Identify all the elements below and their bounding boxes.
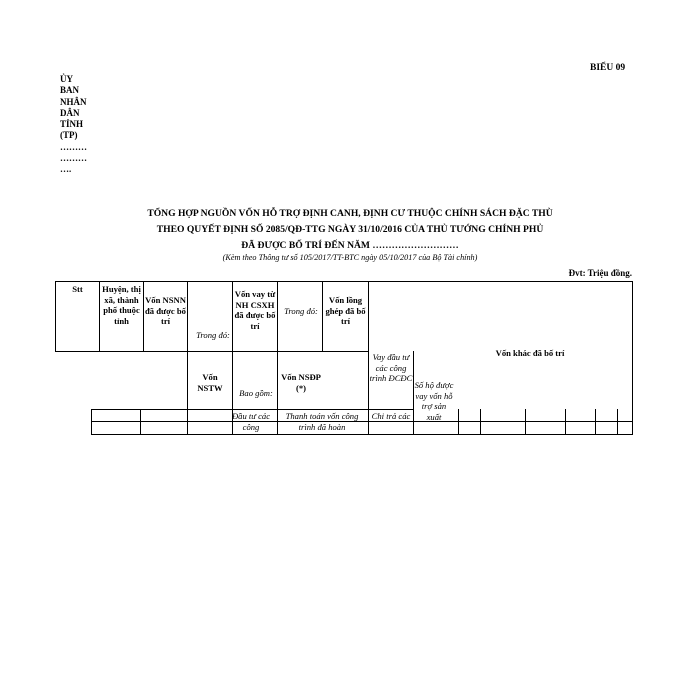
- col-header-nstw: Vốn NSTW: [197, 372, 223, 393]
- table-rule: [187, 281, 188, 434]
- table-rule: [91, 409, 368, 410]
- table-rule: [458, 409, 459, 434]
- table-rule: [617, 409, 618, 434]
- agency-line: ỦY: [60, 74, 73, 84]
- col-header-bao-gom: Bao gồm:: [239, 388, 273, 398]
- col-header-von-khac: Vốn khác đã bố trí: [495, 348, 565, 358]
- col-header-stt: Stt: [72, 284, 83, 294]
- report-title-line-2: THEO QUYẾT ĐỊNH SỐ 2085/QĐ-TTG NGÀY 31/10/2016 CỦA THỦ TƯỚNG CHÍNH PHỦ: [156, 224, 544, 235]
- agency-line: TỈNH: [60, 119, 84, 130]
- col-header-nsdp: Vốn NSĐP (*): [281, 372, 321, 393]
- table-rule: [55, 351, 368, 352]
- table-rule: [480, 409, 481, 434]
- table-rule: [91, 409, 92, 434]
- table-rule: [277, 281, 278, 351]
- col-header-trong-do-1: Trong đó:: [196, 330, 230, 340]
- agency-line: ………: [60, 141, 87, 152]
- report-title-line-1: TỔNG HỢP NGUỒN VỐN HỖ TRỢ ĐỊNH CANH, ĐỊNH CƯ THUỘC CHÍNH SÁCH ĐẶC THÙ: [147, 208, 553, 219]
- col-header-trong-do-2: Trong đó:: [284, 306, 318, 316]
- col-header-nsnn: Vốn NSNN đã được bố trí: [145, 295, 186, 326]
- agency-line: NHÂN: [60, 96, 87, 107]
- agency-line: ………: [60, 153, 87, 164]
- table-rule: [565, 409, 566, 434]
- form-code: BIỂU 09: [590, 63, 626, 73]
- agency-line: DÂN: [60, 107, 80, 118]
- col-header-thanh-toan: Thanh toán vốn công trình đã hoàn: [285, 411, 359, 432]
- agency-line: BAN: [60, 85, 80, 96]
- col-header-long-ghep: Vốn lồng ghép đã bố trí: [325, 295, 366, 326]
- table-rule: [525, 409, 526, 434]
- table-rule: [140, 409, 141, 434]
- table-rule: [595, 409, 596, 434]
- col-header-vay-dau-tu: Vay đầu tư các công trình ĐCĐC: [369, 352, 413, 383]
- col-header-chi-tra: Chi trả các: [371, 411, 411, 421]
- report-title-line-3: ĐÃ ĐƯỢC BỐ TRÍ ĐẾN NĂM ………………………: [241, 240, 459, 251]
- col-header-dau-tu: Đầu tư các công: [231, 411, 271, 432]
- col-header-district: Huyện, thị xã, thành phố thuộc tỉnh: [102, 284, 141, 326]
- col-header-so-ho: Số hộ được vay vốn hỗ trợ sản xuất: [414, 380, 454, 422]
- agency-line: ….: [60, 164, 72, 175]
- table-rule: [55, 281, 633, 282]
- unit-label: Đvt: Triệu đồng.: [568, 268, 632, 278]
- table-rule: [632, 281, 633, 434]
- table-rule: [91, 434, 633, 435]
- table-rule: [368, 409, 413, 410]
- col-header-vay-nhcsxh: Vốn vay từ NH CSXH đã được bố trí: [234, 289, 276, 331]
- issuing-agency: [60, 74, 100, 176]
- report-subtitle: (Kèm theo Thông tư số 105/2017/TT-BTC ngày 05/10/2017 của Bộ Tài chính): [222, 253, 478, 262]
- agency-line: (TP): [60, 130, 78, 141]
